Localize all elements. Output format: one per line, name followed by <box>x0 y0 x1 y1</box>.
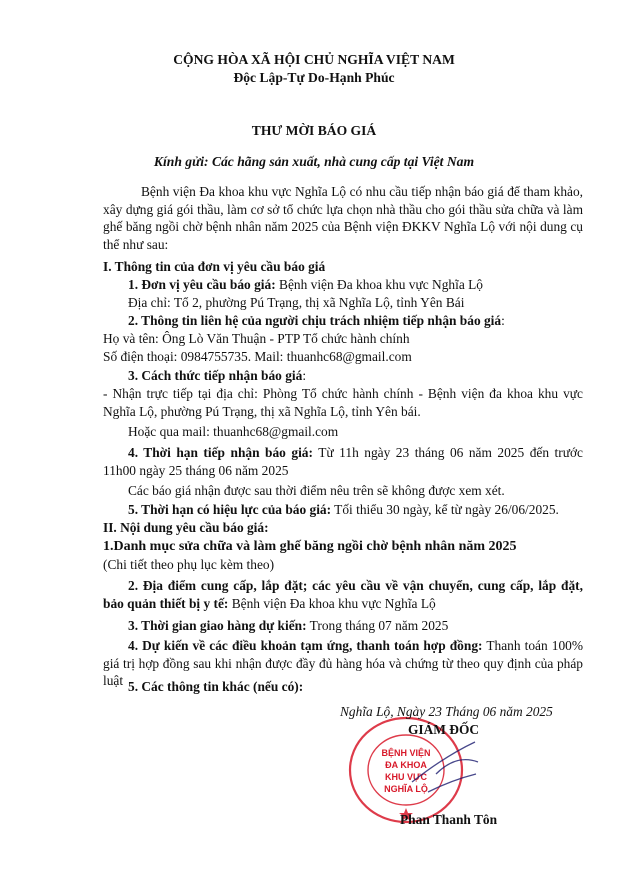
section1-heading: I. Thông tin của đơn vị yêu cầu báo giá <box>103 259 326 274</box>
signer-name: Phan Thanh Tôn <box>400 812 498 827</box>
stamp-line-3: KHU VỰC <box>385 772 427 782</box>
national-motto: Độc Lập-Tự Do-Hạnh Phúc <box>233 70 395 85</box>
intro-paragraph: Bệnh viện Đa khoa khu vực Nghĩa Lộ có nhu cầu tiếp nhận báo giá để tham khảo, xây dựng giá gói thầu, làm cơ sở tổ chức lựa chọn nhà thầu cho gói thầu sửa chữa và làm ghế băng ngồi chờ bệnh nhân năm 2025 của Bệnh viện ĐKKV Nghĩa Lộ với nội dung cụ thể như sau: <box>103 184 583 252</box>
s1-address: Địa chỉ: Tổ 2, phường Pú Trạng, thị xã Nghĩa Lộ, tỉnh Yên Bái <box>128 295 465 310</box>
greeting <box>0 154 628 170</box>
s1-item1-label: 1. Đơn vị yêu cầu báo giá: <box>128 277 276 292</box>
s1-direct: - Nhận trực tiếp tại địa chỉ: Phòng Tổ chức hành chính - Bệnh viện đa khoa khu vực Nghĩa Lộ, phường Pú Trạng, thị xã Nghĩa Lộ, tỉnh Yên bái. <box>103 386 583 419</box>
s1-late-note: Các báo giá nhận được sau thời điểm nêu trên sẽ không được xem xét. <box>128 483 505 498</box>
s1-item4-value: Từ 11h ngày 23 tháng 06 năm 2025 đến trước 11h00 ngày 25 tháng 06 năm 2025 <box>103 445 584 478</box>
s2-item3 <box>128 617 448 634</box>
s1-item5-label: 5. Thời hạn có hiệu lực của báo giá: <box>128 502 332 517</box>
s1-item3 <box>128 367 306 384</box>
s1-item4 <box>103 444 583 479</box>
s2-item1-note: (Chi tiết theo phụ lục kèm theo) <box>103 557 275 572</box>
stamp-line-2: ĐA KHOA <box>385 760 427 770</box>
s1-mail: Hoặc qua mail: thuanhc68@gmail.com <box>128 424 339 439</box>
s1-item1-value: Bệnh viện Đa khoa khu vực Nghĩa Lộ <box>275 277 483 292</box>
s1-item2 <box>128 312 505 329</box>
s1-item5 <box>128 501 559 518</box>
s2-item4-label: 4. Dự kiến về các điều khoản tạm ứng, thanh toán hợp đồng: <box>128 638 483 653</box>
s2-item1: 1.Danh mục sửa chữa và làm ghế băng ngồi chờ bệnh nhân năm 2025 <box>103 539 517 554</box>
s2-item5: 5. Các thông tin khác (nếu có): <box>128 679 304 694</box>
greeting-label: Kính gửi: <box>153 154 209 169</box>
s1-item1 <box>128 276 483 293</box>
section2-heading: II. Nội dung yêu cầu báo giá: <box>103 520 269 535</box>
greeting-recipient: Các hãng sản xuất, nhà cung cấp tại Việt Nam <box>211 154 475 169</box>
s2-item3-value: Trong tháng 07 năm 2025 <box>306 618 449 633</box>
s1-contact-name: Họ và tên: Ông Lò Văn Thuận - PTP Tổ chức hành chính <box>103 331 410 346</box>
s2-item3-label: 3. Thời gian giao hàng dự kiến: <box>128 618 307 633</box>
s1-item4-label: 4. Thời hạn tiếp nhận báo giá: <box>128 445 313 460</box>
s1-item2-label: 2. Thông tin liên hệ của người chịu trách nhiệm tiếp nhận báo giá <box>128 313 502 328</box>
s2-item2-label: 2. Địa điểm cung cấp, lắp đặt; các yêu cầu về vận chuyển, cung cấp, lắp đặt, bảo quản thiết bị y tế: <box>103 578 583 611</box>
signature-date: Nghĩa Lộ, Ngày 23 Tháng 06 năm 2025 <box>340 704 553 719</box>
national-title: CỘNG HÒA XÃ HỘI CHỦ NGHĨA VIỆT NAM <box>173 52 455 67</box>
s2-item4-value: Thanh toán 100% giá trị hợp đồng sau khi nhận được đầy đủ hàng hóa và chứng từ theo quy định của pháp luật <box>103 638 583 688</box>
s1-item3-label: 3. Cách thức tiếp nhận báo giá <box>128 368 303 383</box>
s1-contact-phone: Số điện thoại: 0984755735. Mail: thuanhc68@gmail.com <box>103 349 412 364</box>
s1-item2-colon: : <box>501 313 505 328</box>
stamp-line-4: NGHĨA LỘ <box>384 784 428 794</box>
signer-position: GIÁM ĐỐC <box>408 722 480 737</box>
s1-item3-colon: : <box>302 368 307 383</box>
s1-item5-value: Tối thiểu 30 ngày, kể từ ngày 26/06/2025. <box>331 502 559 517</box>
s2-item2-value: Bệnh viện Đa khoa khu vực Nghĩa Lộ <box>228 595 436 611</box>
stamp-line-1: BỆNH VIỆN <box>381 748 431 758</box>
s2-item2 <box>103 577 583 612</box>
document-title: THƯ MỜI BÁO GIÁ <box>251 123 377 138</box>
